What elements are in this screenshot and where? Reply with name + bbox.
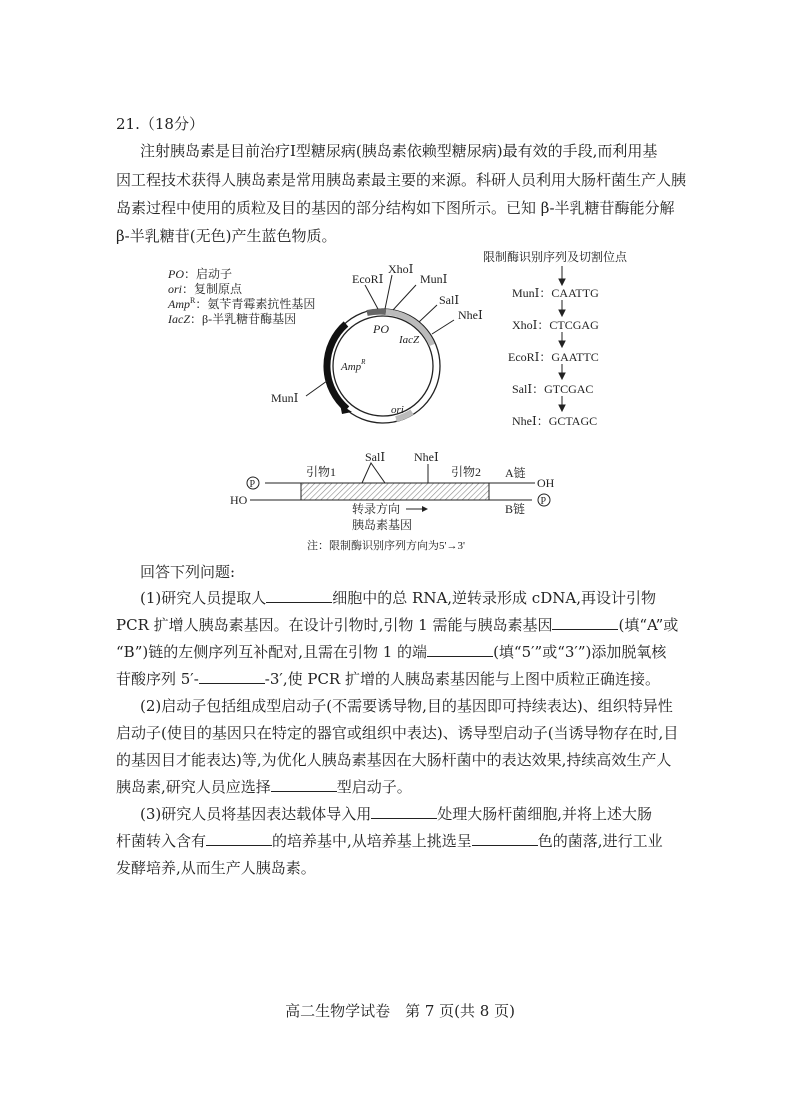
svg-text:SalⅠ: SalⅠ — [439, 293, 460, 307]
part3-line: 杆菌转入含有 的培养基中,从培养基上挑选呈 色的菌落,进行工业 — [116, 832, 663, 850]
answer-blank[interactable] — [206, 831, 272, 846]
part1-line: PCR 扩增人胰岛素基因。在设计引物时,引物 1 需能与胰岛素基因 (填“A”或 — [116, 616, 679, 634]
svg-text:SalⅠ: SalⅠ — [365, 450, 386, 464]
svg-text:OH: OH — [537, 476, 555, 490]
intro-line: β-半乳糖苷(无色)产生蓝色物质。 — [116, 227, 337, 245]
svg-text:EcoRⅠ：GAATTC: EcoRⅠ：GAATTC — [508, 350, 599, 364]
svg-text:SalⅠ：GTCGAC: SalⅠ：GTCGAC — [512, 382, 594, 396]
svg-text:转录方向: 转录方向 — [352, 502, 401, 516]
svg-text:XhoⅠ：CTCGAG: XhoⅠ：CTCGAG — [512, 318, 599, 332]
svg-text:A链: A链 — [505, 466, 526, 480]
svg-text:ori：复制原点: ori：复制原点 — [168, 282, 243, 296]
svg-text:MunⅠ：CAATTG: MunⅠ：CAATTG — [512, 286, 599, 300]
svg-text:引物1: 引物1 — [306, 465, 337, 479]
enzyme-table — [483, 249, 628, 428]
page-footer: 高二生物学试卷 第 7 页(共 8 页) — [285, 1002, 515, 1020]
answer-prompt: 回答下列问题: — [140, 563, 236, 581]
svg-text:NheⅠ: NheⅠ — [458, 308, 483, 322]
answer-blank[interactable] — [199, 669, 265, 684]
insulin-gene-diagram — [230, 450, 555, 552]
svg-text:AmpR：氨苄青霉素抗性基因: Amp$^R$：氨苄青霉素抗性基因 — [168, 296, 316, 311]
svg-text:PO：启动子: PO：启动子 — [168, 267, 233, 281]
plasmid — [271, 262, 483, 423]
svg-text:AmpR: Amp$^R$ — [341, 358, 366, 373]
answer-blank[interactable] — [552, 615, 618, 630]
svg-text:HO: HO — [230, 493, 248, 507]
intro-line: 因工程技术获得人胰岛素是常用胰岛素最主要的来源。科研人员利用大肠杆菌生产人胰 — [116, 171, 687, 189]
svg-text:P: P — [249, 479, 256, 490]
svg-text:NheⅠ：GCTAGC: NheⅠ：GCTAGC — [512, 414, 598, 428]
part1-line: 苷酸序列 5′- -3′,使 PCR 扩增的人胰岛素基因能与上图中质粒正确连接。 — [116, 670, 660, 688]
question-number: 21.（18分） — [116, 115, 204, 133]
answer-blank[interactable] — [472, 831, 538, 846]
intro-line: 注射胰岛素是目前治疗Ⅰ型糖尿病(胰岛素依赖型糖尿病)最有效的手段,而利用基 — [140, 142, 658, 160]
svg-text:PO: PO — [373, 322, 389, 336]
po-segment — [367, 312, 386, 313]
svg-text:限制酶识别序列及切割位点: 限制酶识别序列及切割位点 — [483, 250, 628, 264]
part1-line: “B”)链的左侧序列互补配对,且需在引物 1 的端 (填“5′”或“3′”)添加脱氧核 — [116, 643, 667, 661]
part3-line: (3)研究人员将基因表达载体导入用 处理大肠杆菌细胞,并将上述大肠 — [140, 805, 653, 823]
svg-text:IacZ：β-半乳糖苷酶基因: IacZ：β-半乳糖苷酶基因 — [168, 312, 297, 326]
svg-text:胰岛素基因: 胰岛素基因 — [352, 518, 413, 532]
intro-line: 岛素过程中使用的质粒及目的基因的部分结构如下图所示。已知 β-半乳糖苷酶能分解 — [116, 199, 675, 217]
svg-text:引物2: 引物2 — [451, 465, 482, 479]
legend — [167, 266, 315, 326]
svg-text:MunⅠ: MunⅠ — [420, 272, 448, 286]
svg-text:B链: B链 — [505, 502, 526, 516]
svg-text:MunⅠ: MunⅠ — [271, 391, 299, 405]
part3-line: 发酵培养,从而生产人胰岛素。 — [116, 859, 316, 877]
svg-text:NheⅠ: NheⅠ — [414, 450, 439, 464]
answer-blank[interactable] — [266, 588, 332, 603]
part2-line: 胰岛素,研究人员应选择 型启动子。 — [116, 778, 412, 796]
svg-text:IacZ: IacZ — [399, 334, 420, 346]
svg-text:EcoRⅠ: EcoRⅠ — [352, 272, 384, 286]
answer-blank[interactable] — [371, 804, 437, 819]
answer-blank[interactable] — [271, 777, 337, 792]
part2-line: 的基因目才能表达)等,为优化人胰岛素基因在大肠杆菌中的表达效果,持续高效生产人 — [116, 751, 672, 769]
answer-blank[interactable] — [427, 642, 493, 657]
part2-line: 启动子(使目的基因只在特定的器官或组织中表达)、诱导型启动子(当诱导物存在时,目 — [116, 724, 679, 742]
svg-text:XhoⅠ: XhoⅠ — [388, 262, 414, 276]
part1-line: (1)研究人员提取人 细胞中的总 RNA,逆转录形成 cDNA,再设计引物 — [140, 589, 656, 607]
svg-text:ori: ori — [391, 404, 404, 416]
svg-text:注：限制酶识别序列方向为5'→3': 注：限制酶识别序列方向为5'→3' — [307, 540, 465, 552]
svg-text:P: P — [540, 496, 547, 507]
part2-line: (2)启动子包括组成型启动子(不需要诱导物,目的基因即可持续表达)、组织特异性 — [140, 697, 673, 715]
